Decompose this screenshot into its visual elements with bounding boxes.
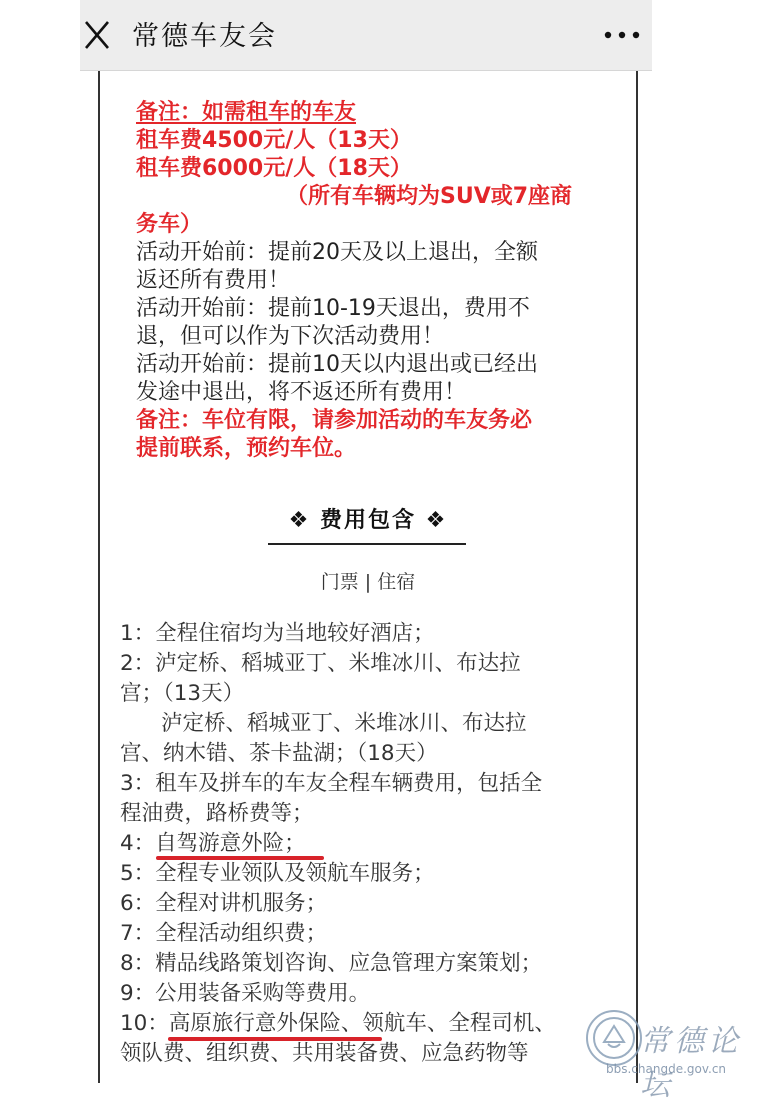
list-item: 8：精品线路策划咨询、应急管理方案策划； xyxy=(120,951,543,976)
includes-list xyxy=(120,619,620,1069)
refund-line: 活动开始前：提前20天及以上退出，全额 xyxy=(136,240,538,265)
top-bar xyxy=(80,0,652,71)
forum-logo-icon xyxy=(586,1010,642,1066)
seat-note-line: 提前联系，预约车位。 xyxy=(136,436,357,461)
list-item: 1：全程住宿均为当地较好酒店； xyxy=(120,621,435,646)
close-icon xyxy=(80,12,126,58)
page-title: 常德车友会 xyxy=(132,21,277,52)
highlight-underline xyxy=(168,1037,382,1041)
rental-note-line: 务车） xyxy=(136,212,203,237)
refund-line: 退，但可以作为下次活动费用！ xyxy=(136,324,445,349)
list-item: 2：泸定桥、稻城亚丁、米堆冰川、布达拉 xyxy=(120,651,521,676)
list-item: 泸定桥、稻城亚丁、米堆冰川、布达拉 xyxy=(120,711,527,736)
seat-note-line: 备注：车位有限，请参加活动的车友务必 xyxy=(136,408,533,433)
more-dots-icon xyxy=(602,20,642,50)
rental-note-line: 备注：如需租车的车友 xyxy=(136,100,357,125)
list-item: 宫、纳木错、茶卡盐湖；（18天） xyxy=(120,741,438,766)
list-item: 领队费、组织费、共用装备费、应急药物等 xyxy=(120,1041,529,1066)
refund-line: 返还所有费用！ xyxy=(136,268,291,293)
list-item: 4：自驾游意外险； xyxy=(120,831,306,856)
list-item: 5：全程专业领队及领航车服务； xyxy=(120,861,435,886)
watermark-text: 常德论坛 xyxy=(640,1024,742,1103)
list-item: 10：高原旅行意外保险、领航车、全程司机、 xyxy=(120,1011,556,1036)
rental-note-line: 租车费4500元/人（13天） xyxy=(136,128,412,153)
rental-note-line: 租车费6000元/人（18天） xyxy=(136,156,412,181)
list-item: 宫；（13天） xyxy=(120,681,245,706)
right-margin xyxy=(652,0,760,1083)
refund-line: 活动开始前：提前10天以内退出或已经出 xyxy=(136,352,538,377)
forum-watermark xyxy=(578,1006,760,1103)
rental-notes xyxy=(136,99,606,239)
more-button[interactable] xyxy=(602,20,642,50)
list-item: 9：公用装备采购等费用。 xyxy=(120,981,371,1006)
seat-notes xyxy=(136,407,606,463)
refund-line: 发途中退出，将不返还所有费用！ xyxy=(136,380,467,405)
refund-policy xyxy=(136,239,606,407)
section-tags: 门票 | 住宿 xyxy=(320,571,416,593)
article-content xyxy=(98,71,638,1083)
list-item: 6：全程对讲机服务； xyxy=(120,891,328,916)
list-item: 程油费，路桥费等； xyxy=(120,801,314,826)
section-title: ❖ 费用包含 ❖ xyxy=(288,508,448,533)
rental-note-line: （所有车辆均为SUV或7座商 xyxy=(286,184,573,209)
list-item: 3：租车及拼车的车友全程车辆费用，包括全 xyxy=(120,771,543,796)
section-divider xyxy=(268,543,466,545)
watermark-url: bbs.changde.gov.cn xyxy=(606,1062,727,1076)
list-item: 7：全程活动组织费； xyxy=(120,921,328,946)
refund-line: 活动开始前：提前10-19天退出，费用不 xyxy=(136,296,530,321)
highlight-underline xyxy=(156,856,324,860)
close-button[interactable] xyxy=(80,12,126,58)
left-margin xyxy=(0,0,80,1083)
